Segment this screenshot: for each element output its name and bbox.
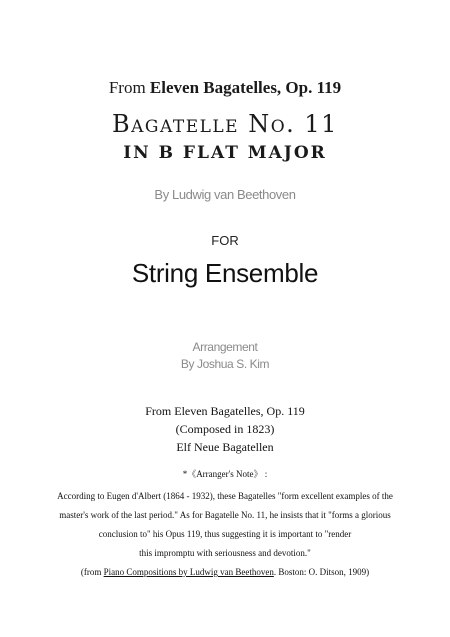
arrangement-label: Arrangement	[192, 340, 258, 354]
note-line: this impromptu with seriousness and devotion."	[139, 548, 311, 558]
info-composed-date: (Composed in 1823)	[175, 422, 275, 436]
note-line: master's work of the last period." As for Bagatelle No. 11, he insists that it "forms a glorious	[59, 510, 391, 520]
info-german-title: Elf Neue Bagatellen	[176, 440, 274, 454]
piece-title: Bagatelle No. 11	[112, 110, 338, 138]
composer-credit: By Ludwig van Beethoven	[154, 187, 296, 202]
citation-rest: . Boston: O. Ditson, 1909)	[273, 567, 370, 577]
note-citation	[0, 566, 450, 578]
arranger-credit: By Joshua S. Kim	[180, 357, 270, 371]
source-work-title: Eleven Bagatelles, Op. 119	[149, 78, 342, 97]
note-line: conclusion to" his Opus 119, thus suggesting it is important to "render	[98, 529, 352, 539]
piece-key: IN B FLAT MAJOR	[123, 143, 327, 163]
arrangers-note-heading: *《Arranger's Note》 :	[182, 469, 268, 479]
citation-open: (from	[80, 567, 104, 577]
from-prefix: From	[108, 78, 150, 97]
citation-title: Piano Compositions by Ludwig van Beethoven	[103, 567, 274, 577]
info-source: From Eleven Bagatelles, Op. 119	[145, 404, 305, 418]
ensemble-name: String Ensemble	[131, 258, 319, 288]
for-label: FOR	[211, 233, 239, 248]
source-work-line	[0, 78, 450, 98]
note-line: According to Eugen d'Albert (1864 - 1932), these Bagatelles "form excellent examples of the	[57, 491, 393, 501]
